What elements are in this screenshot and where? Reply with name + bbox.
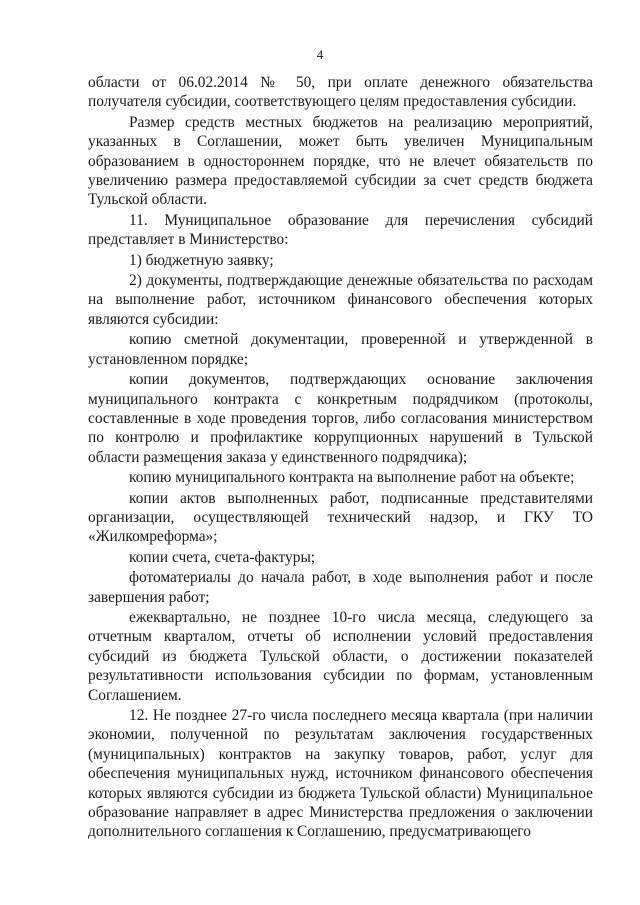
paragraph-photos: фотоматериалы до начала работ, в ходе выполнения работ и после завершения работ; xyxy=(88,569,593,606)
paragraph-contract-copy: копию муниципального контракта на выполнение работ на объекте; xyxy=(129,469,575,487)
paragraph-local-budget-funds: Размер средств местных бюджетов на реализацию мероприятий, указанных в Соглашении, может быть увеличен Муниципальным образованием в одностороннем порядке, что не влечет обязательств по увеличению размера предоставляемой субсидии за счет средств бюджета Тульской области. xyxy=(88,113,593,209)
document-body xyxy=(88,73,593,842)
paragraph-quarterly-reports: ежеквартально, не позднее 10-го числа месяца, следующего за отчетным кварталом, отчеты об исполнении условий предоставления субсидий из бюджета Тульской области, о достижении показателей результативности использования субсидии по формам, установленным Соглашением. xyxy=(88,608,593,704)
paragraph-continuation: области от 06.02.2014 № 50, при оплате денежного обязательства получателя субсидии, соответствующего целям предоставления субсидии. xyxy=(88,74,593,111)
paragraph-item-11: 11. Муниципальное образование для перечисления субсидий представляет в Министерство: xyxy=(88,211,593,249)
paragraph-supporting-documents: 2) документы, подтверждающие денежные обязательства по расходам на выполнение работ, источником финансового обеспечения которых являются субсидии: xyxy=(88,272,593,328)
paragraph-invoices: копии счета, счета-фактуры; xyxy=(129,548,316,566)
paragraph-item-12: 12. Не позднее 27-го числа последнего месяца квартала (при наличии экономии, полученной по результатам заключения государственных (муниципальных) контрактов на закупку товаров, работ, услуг для обеспечения муниципальных нужд, источником финансового обеспечения которых являются субсидии из бюджета Тульской области) Муниципальное образование направляет в адрес Министерства предложения о заключении дополнительного соглашения к Соглашению, предусматривающего xyxy=(88,707,593,841)
paragraph-contract-basis-documents: копии документов, подтверждающих основание заключения муниципального контракта с конкретным подрядчиком (протоколы, составленные в ходе проведения торгов, либо согласования министерством по контролю и профилактике коррупционных нарушений в Тульской области размещения заказа у единственного подрядчика); xyxy=(88,371,593,466)
paragraph-budget-request: 1) бюджетную заявку; xyxy=(129,251,274,269)
paragraph-work-acts: копии актов выполненных работ, подписанные представителями организации, осуществляющей технический надзор, и ГКУ ТО «Жилкомреформа»; xyxy=(88,489,593,546)
page-number: 4 xyxy=(316,47,324,62)
paragraph-estimate-copy: копию сметной документации, проверенной и утвержденной в установленном порядке; xyxy=(88,331,593,368)
